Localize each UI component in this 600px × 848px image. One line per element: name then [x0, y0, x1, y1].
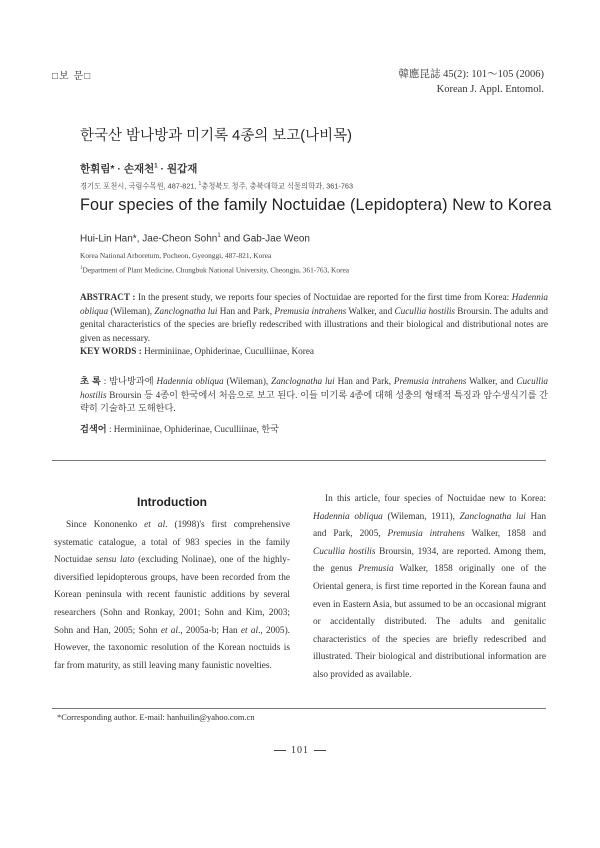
- abstract-text: Han and Park,: [217, 305, 275, 316]
- body-text: Broursin, 1934, are reported. Among them, the genus: [313, 546, 546, 575]
- journal-name-line: Korean J. Appl. Entomol.: [436, 84, 544, 95]
- species-name: Premusia intrahens: [393, 376, 467, 386]
- title-korean: 한국산 밤나방과 미기록 4종의 보고(나비목): [80, 128, 352, 144]
- affiliation-english-line1: Korea National Arboretum, Pocheon, Gyeonggi, 487-821, Korea: [80, 251, 272, 260]
- species-name: Hadennia obliqua: [80, 292, 548, 316]
- author-english-2: Jae-Cheon Sohn: [142, 233, 218, 245]
- section-divider: [52, 460, 546, 461]
- affiliation-english: [80, 249, 349, 276]
- page-number-value: 101: [291, 745, 309, 756]
- species-name: Hadennia obliqua: [156, 376, 224, 386]
- species-name: Premusia intrahens: [274, 305, 347, 316]
- affiliation-mark: 1: [80, 266, 83, 271]
- affiliation-korean-part1: 경기도 포천시, 국립수목원, 487-821,: [80, 181, 199, 191]
- author-separator: ,: [136, 233, 143, 245]
- body-text: (excluding Nolinae), one of the highly-diversified lepidopterous groups, have been recorded from the Korean peninsula with recent faunistic additions by several researchers (Sohn and Ronkay, 2001; Sohn and Kim, 2003; Sohn and Han, 2005; Sohn: [54, 555, 291, 636]
- korean-keywords: [80, 421, 548, 435]
- korean-abstract-text: Walker, and: [466, 376, 517, 386]
- author-english-1: Hui-Lin Han*: [80, 233, 137, 245]
- affiliation-english-line2: [80, 262, 349, 276]
- footnote-divider: [52, 708, 546, 709]
- author-korean-2: 손재천: [123, 163, 155, 175]
- species-name: Cucullia hostilis: [80, 376, 548, 400]
- author-korean-1: 한휘림*: [80, 163, 115, 175]
- genus-name: Premusia: [358, 564, 394, 575]
- body-text: (Wileman, 1911),: [382, 511, 460, 522]
- korean-abstract-label: 초 록: [80, 376, 101, 386]
- introduction-left-column: [54, 517, 290, 675]
- species-name: Premusia intrahens: [387, 529, 465, 540]
- author-separator: ·: [157, 163, 167, 175]
- authors-korean: [80, 161, 197, 176]
- page-number-dash-right: [314, 750, 326, 751]
- page-number: [0, 745, 600, 756]
- title-english: Four species of the family Noctuidae (Lepidoptera) New to Korea: [80, 196, 552, 214]
- body-text: Han and Park, 2005,: [313, 511, 546, 540]
- journal-volume-line: 韓應昆誌 45(2): 101～105 (2006): [398, 69, 544, 80]
- keywords: [80, 346, 548, 356]
- affiliation-mark: 1: [154, 163, 158, 170]
- corresponding-author-footnote: *Corresponding author. E-mail: hanhuilin@yahoo.com.cn: [57, 712, 255, 722]
- body-text: Since Kononenko: [66, 520, 145, 530]
- body-text: ., 2005a-b; Han: [178, 625, 241, 636]
- affiliation-korean: [80, 181, 353, 191]
- authors-english: [80, 233, 310, 244]
- korean-abstract-text: Broursin 등 4종이 한국에서 처음으로 보고 된다. 이들 미기록 4종에 대해 성충의 형태적 특징과 암수생식기를 간략히 기술하고 도해한다.: [80, 389, 548, 413]
- species-name: Cucullia hostilis: [394, 305, 455, 316]
- abstract-text: (Wileman),: [108, 305, 155, 316]
- korean-keywords-text: : Herminiinae, Ophiderinae, Cuculliinae, 한국: [106, 424, 279, 434]
- korean-abstract: [80, 375, 548, 416]
- page-number-dash-left: [274, 750, 286, 751]
- affiliation-mark: 1: [198, 181, 202, 187]
- keywords-label: KEY WORDS :: [80, 346, 142, 356]
- author-separator: and: [220, 233, 243, 245]
- abstract-text: In the present study, we reports four species of Noctuidae are reported for the first time from Korea:: [135, 292, 512, 302]
- korean-abstract-text: Han and Park,: [334, 376, 394, 386]
- italic-term: sensu lato: [95, 555, 135, 566]
- journal-citation: [398, 67, 544, 97]
- introduction-right-column: [313, 491, 546, 685]
- body-text: Walker, 1858 and: [464, 529, 546, 540]
- korean-abstract-text: (Wileman),: [223, 376, 272, 386]
- affiliation-mark: 1: [217, 233, 221, 239]
- species-name: Zanclognatha lui: [271, 376, 335, 386]
- species-name: Zanclognatha lui: [154, 305, 218, 316]
- body-text: In this article, four species of Noctuidae new to Korea:: [325, 494, 546, 504]
- body-text: . (1998)'s first comprehensive systematic catalogue, a total of 983 species in the family Noctuidae: [54, 520, 290, 566]
- report-type-label: □보 문□: [52, 71, 92, 82]
- species-name: Cucullia hostilis: [313, 546, 376, 557]
- species-name: Hadennia obliqua: [313, 511, 383, 522]
- affiliation-korean-part2: 충청북도 청주, 충북대학교 식물의학과, 361-763: [201, 181, 354, 191]
- body-text: ., 2005). However, the taxonomic resolution of the Korean noctuids is far from maturity, as still leaving many faunistic novelties.: [54, 625, 290, 671]
- introduction-heading: Introduction: [137, 495, 207, 509]
- affiliation-english-line2-text: Department of Plant Medicine, Chungbuk National University, Cheongju, 361-763, Korea: [82, 265, 350, 275]
- abstract-label: ABSTRACT :: [80, 292, 136, 302]
- author-english-3: Gab-Jae Weon: [242, 233, 310, 245]
- italic-term: et al: [160, 625, 179, 636]
- italic-term: et al: [144, 520, 166, 530]
- author-separator: ·: [114, 163, 124, 175]
- author-korean-3: 원갑재: [166, 163, 198, 175]
- abstract-text: Walker, and: [346, 305, 395, 316]
- species-name: Zanclognatha lui: [459, 511, 526, 522]
- abstract-text: Broursin. The adults and genital characteristics of the species are briefly redescribed with illustrations and their biological and distributional notes are given as necessary.: [80, 305, 548, 343]
- korean-abstract-text: : 밤나방과에: [100, 376, 157, 386]
- korean-keywords-label: 검색어: [80, 424, 107, 434]
- body-text: Walker, 1858 originally one of the Oriental genera, is first time reported in the Korean fauna and even in Eastern Asia, but assumed to be an occasional migrant or accidentally distributed. The adults and genitalic characteristics of the species are briefly redescribed and illustrated. Their biological and distributional information are also provided as available.: [313, 564, 546, 680]
- abstract: [80, 291, 548, 345]
- italic-term: et al: [240, 625, 259, 636]
- keywords-text: Herminiinae, Ophiderinae, Cuculliinae, Korea: [141, 346, 314, 356]
